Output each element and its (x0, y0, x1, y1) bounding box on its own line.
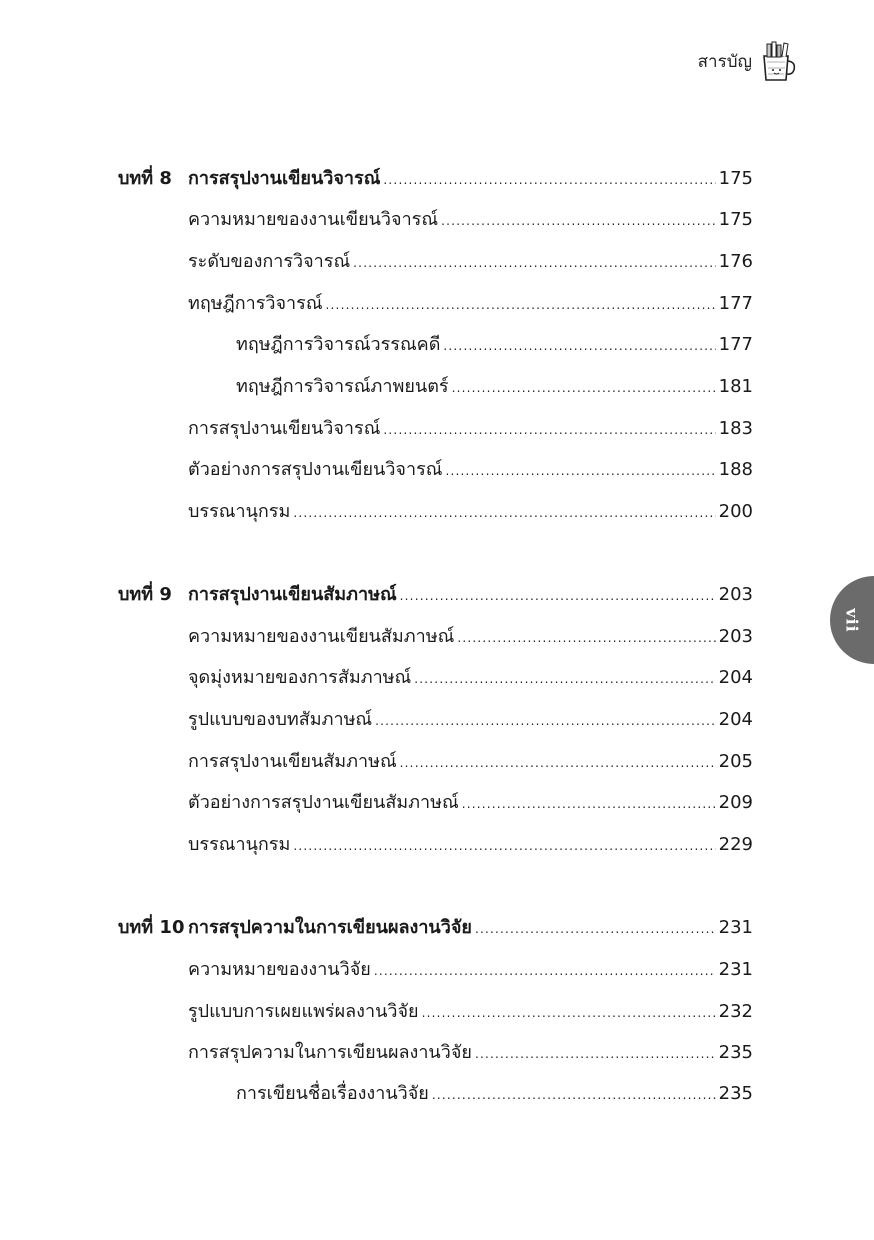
toc-entry (236, 372, 753, 403)
section-title: ระดับของการวิจารณ์ (188, 251, 351, 272)
dot-leader (432, 1080, 716, 1110)
toc-entry (188, 913, 753, 944)
page-number: 181 (718, 376, 753, 397)
chapter-number: บทที่ 8 (118, 168, 172, 189)
toc-entry (188, 247, 753, 278)
toc-entry-row (0, 747, 874, 777)
toc-entry (188, 747, 753, 778)
toc-entry (188, 580, 753, 611)
toc-entry (188, 705, 753, 736)
page-number: 231 (718, 959, 753, 980)
page-number: 177 (718, 293, 753, 314)
dot-leader (475, 1039, 716, 1069)
toc-entry-row (0, 622, 874, 652)
dot-leader (374, 956, 716, 986)
chapter-title: การสรุปงานเขียนวิจารณ์ (188, 168, 381, 189)
page-number: 209 (718, 792, 753, 813)
toc-entry (188, 622, 753, 653)
section-title: การเขียนชื่อเรื่องงานวิจัย (236, 1083, 429, 1104)
toc-entry-row (0, 830, 874, 860)
section-title: การสรุปงานเขียนวิจารณ์ (188, 418, 381, 439)
dot-leader (475, 914, 716, 944)
section-title: ตัวอย่างการสรุปงานเขียนสัมภาษณ์ (188, 792, 459, 813)
dot-leader (445, 456, 715, 486)
dot-leader (462, 789, 716, 819)
toc-entry-row (0, 705, 874, 735)
toc-entry-row (0, 289, 874, 319)
dot-leader (400, 581, 716, 611)
page-number: 203 (718, 626, 753, 647)
dot-leader (383, 415, 715, 445)
chapter-number: บทที่ 9 (118, 584, 172, 605)
toc-entry (236, 1079, 753, 1110)
page-number-label: vii (842, 607, 862, 633)
toc-entry-row (0, 663, 874, 693)
toc-entry (188, 1038, 753, 1069)
toc-entry-row (0, 414, 874, 444)
dot-leader (441, 206, 716, 236)
toc-entry (188, 830, 753, 861)
toc-chapter-row (0, 164, 874, 194)
toc-entry-row (0, 788, 874, 818)
toc-entry (188, 455, 753, 486)
toc-entry (188, 205, 753, 236)
toc-entry-row (0, 455, 874, 485)
chapter-title: การสรุปความในการเขียนผลงานวิจัย (188, 917, 472, 938)
section-title: ความหมายของงานเขียนวิจารณ์ (188, 209, 439, 230)
section-title: ตัวอย่างการสรุปงานเขียนวิจารณ์ (188, 459, 443, 480)
toc-chapter-row (0, 580, 874, 610)
section-title: บรรณานุกรม (188, 834, 291, 855)
page-number: 203 (718, 584, 753, 605)
toc-entry-row (0, 247, 874, 277)
toc-entry (188, 289, 753, 320)
chapter-number: บทที่ 10 (118, 917, 185, 938)
toc-entry (236, 330, 753, 361)
dot-leader (452, 373, 716, 403)
dot-leader (375, 706, 716, 736)
page-number: 177 (718, 334, 753, 355)
dot-leader (293, 498, 715, 528)
toc-entry-row (0, 205, 874, 235)
section-title: จุดมุ่งหมายของการสัมภาษณ์ (188, 667, 412, 688)
page-number: 188 (718, 459, 753, 480)
page-header (698, 40, 800, 82)
page-number: 175 (718, 168, 753, 189)
toc-entry-row (0, 1038, 874, 1068)
page-number: 175 (718, 209, 753, 230)
dot-leader (457, 623, 715, 653)
dot-leader (414, 664, 715, 694)
dot-leader (326, 290, 716, 320)
page-number: 205 (718, 751, 753, 772)
section-title: การสรุปความในการเขียนผลงานวิจัย (188, 1042, 472, 1063)
toc-chapter-row (0, 913, 874, 943)
dot-leader (383, 165, 715, 195)
toc-entry-row (0, 1079, 874, 1109)
section-title: ความหมายของงานวิจัย (188, 959, 371, 980)
section-title: รูปแบบของบทสัมภาษณ์ (188, 709, 373, 730)
toc-entry (188, 663, 753, 694)
page-number: 229 (718, 834, 753, 855)
page-number: 183 (718, 418, 753, 439)
section-title: บรรณานุกรม (188, 501, 291, 522)
toc-entry (188, 997, 753, 1028)
section-title: การสรุปงานเขียนสัมภาษณ์ (188, 751, 397, 772)
section-title: รูปแบบการเผยแพร่ผลงานวิจัย (188, 1001, 419, 1022)
page-number: 176 (718, 251, 753, 272)
chapter-title: การสรุปงานเขียนสัมภาษณ์ (188, 584, 397, 605)
section-title: ทฤษฎีการวิจารณ์วรรณคดี (236, 334, 441, 355)
toc-entry-row (0, 330, 874, 360)
page-number: 232 (718, 1001, 753, 1022)
toc-entry-row (0, 955, 874, 985)
page-number: 235 (718, 1083, 753, 1104)
section-title: ความหมายของงานเขียนสัมภาษณ์ (188, 626, 455, 647)
dot-leader (422, 998, 716, 1028)
toc-entry-row (0, 372, 874, 402)
dot-leader (443, 331, 715, 361)
toc-entry-row (0, 497, 874, 527)
dot-leader (353, 248, 715, 278)
page-header-title: สารบัญ (697, 51, 752, 72)
pencil-cup-icon (758, 40, 800, 82)
page-number: 231 (718, 917, 753, 938)
section-title: ทฤษฎีการวิจารณ์ (188, 293, 323, 314)
toc-entry-row (0, 997, 874, 1027)
toc-entry (188, 955, 753, 986)
toc-entry (188, 788, 753, 819)
page-number: 235 (718, 1042, 753, 1063)
dot-leader (293, 831, 715, 861)
toc-entry (188, 497, 753, 528)
page-number: 204 (718, 667, 753, 688)
section-title: ทฤษฎีการวิจารณ์ภาพยนตร์ (236, 376, 449, 397)
page-number: 204 (718, 709, 753, 730)
toc-entry (188, 164, 753, 195)
page-number: 200 (718, 501, 753, 522)
dot-leader (400, 748, 716, 778)
toc-entry (188, 414, 753, 445)
